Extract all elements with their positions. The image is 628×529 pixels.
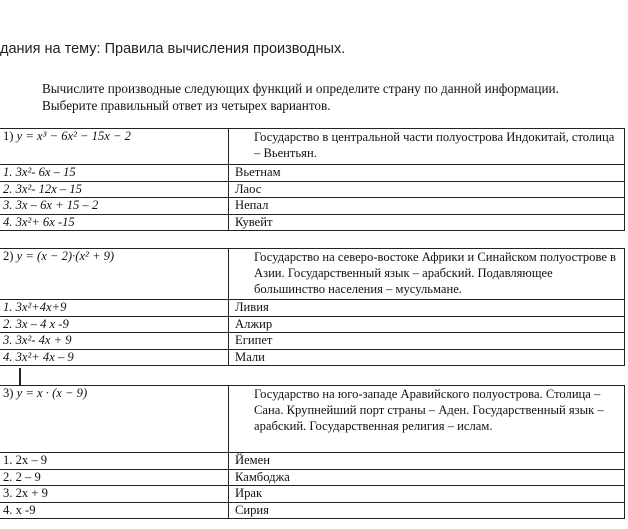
country-option[interactable]: Мали: [229, 349, 625, 366]
function-formula: y = (x − 2)·(x² + 9): [16, 249, 115, 263]
country-option[interactable]: Сирия: [229, 502, 625, 519]
task-number: 3): [3, 386, 14, 400]
answer-option[interactable]: 2. 3x²- 12x – 15: [0, 181, 229, 198]
function-formula: y = x · (x − 9): [16, 386, 88, 400]
country-option[interactable]: Вьетнам: [229, 165, 625, 182]
answer-option[interactable]: 1. 2x – 9: [0, 453, 229, 470]
country-description: Государство на северо-востоке Африки и Синайском полуострове в Азии. Государственный язык – арабский. Подавляющее большинство населения – мусульмане.: [229, 249, 625, 300]
country-option[interactable]: Египет: [229, 333, 625, 350]
instruction-line: Выберите правильный ответ из четырех вариантов.: [42, 98, 331, 113]
country-description: Государство на юго-западе Аравийского полуострова. Столица – Сана. Крупнейший порт страны – Аден. Государственный язык – арабский. Государственная религия – ислам.: [229, 386, 625, 453]
answer-option[interactable]: 1. 3x²- 6x – 15: [0, 165, 229, 182]
country-option[interactable]: Алжир: [229, 316, 625, 333]
text-cursor: [19, 368, 21, 386]
country-description: Государство в центральной части полуострова Индокитай, столица – Вьентьян.: [229, 129, 625, 165]
answer-option[interactable]: 2. 2 – 9: [0, 469, 229, 486]
task-table-1: [0, 128, 625, 231]
country-option[interactable]: Йемен: [229, 453, 625, 470]
task-table-3: [0, 385, 625, 519]
answer-option[interactable]: 1. 3x²+4x+9: [0, 300, 229, 317]
task-number: 2): [3, 249, 14, 263]
answer-option[interactable]: 4. 3x²+ 6x -15: [0, 214, 229, 231]
country-option[interactable]: Камбоджа: [229, 469, 625, 486]
answer-option[interactable]: 3. 2x + 9: [0, 486, 229, 503]
answer-option[interactable]: 3. 3x²- 4x + 9: [0, 333, 229, 350]
answer-option[interactable]: 4. 3x²+ 4x – 9: [0, 349, 229, 366]
formula-cell: [0, 386, 229, 453]
formula-cell: [0, 249, 229, 300]
country-option[interactable]: Ливия: [229, 300, 625, 317]
answer-option[interactable]: 4. x -9: [0, 502, 229, 519]
instruction-line: Вычислите производные следующих функций и определите страну по данной информации.: [42, 81, 559, 96]
task-number: 1): [3, 129, 14, 143]
instructions: [42, 80, 559, 114]
answer-option[interactable]: 3. 3x – 6x + 15 – 2: [0, 198, 229, 215]
page-heading: дания на тему: Правила вычисления производных.: [0, 41, 346, 57]
country-option[interactable]: Непал: [229, 198, 625, 215]
answer-option[interactable]: 2. 3x – 4 x -9: [0, 316, 229, 333]
country-option[interactable]: Кувейт: [229, 214, 625, 231]
function-formula: y = x³ − 6x² − 15x − 2: [16, 129, 131, 143]
country-option[interactable]: Лаос: [229, 181, 625, 198]
formula-cell: [0, 129, 229, 165]
country-option[interactable]: Ирак: [229, 486, 625, 503]
task-table-2: [0, 248, 625, 366]
